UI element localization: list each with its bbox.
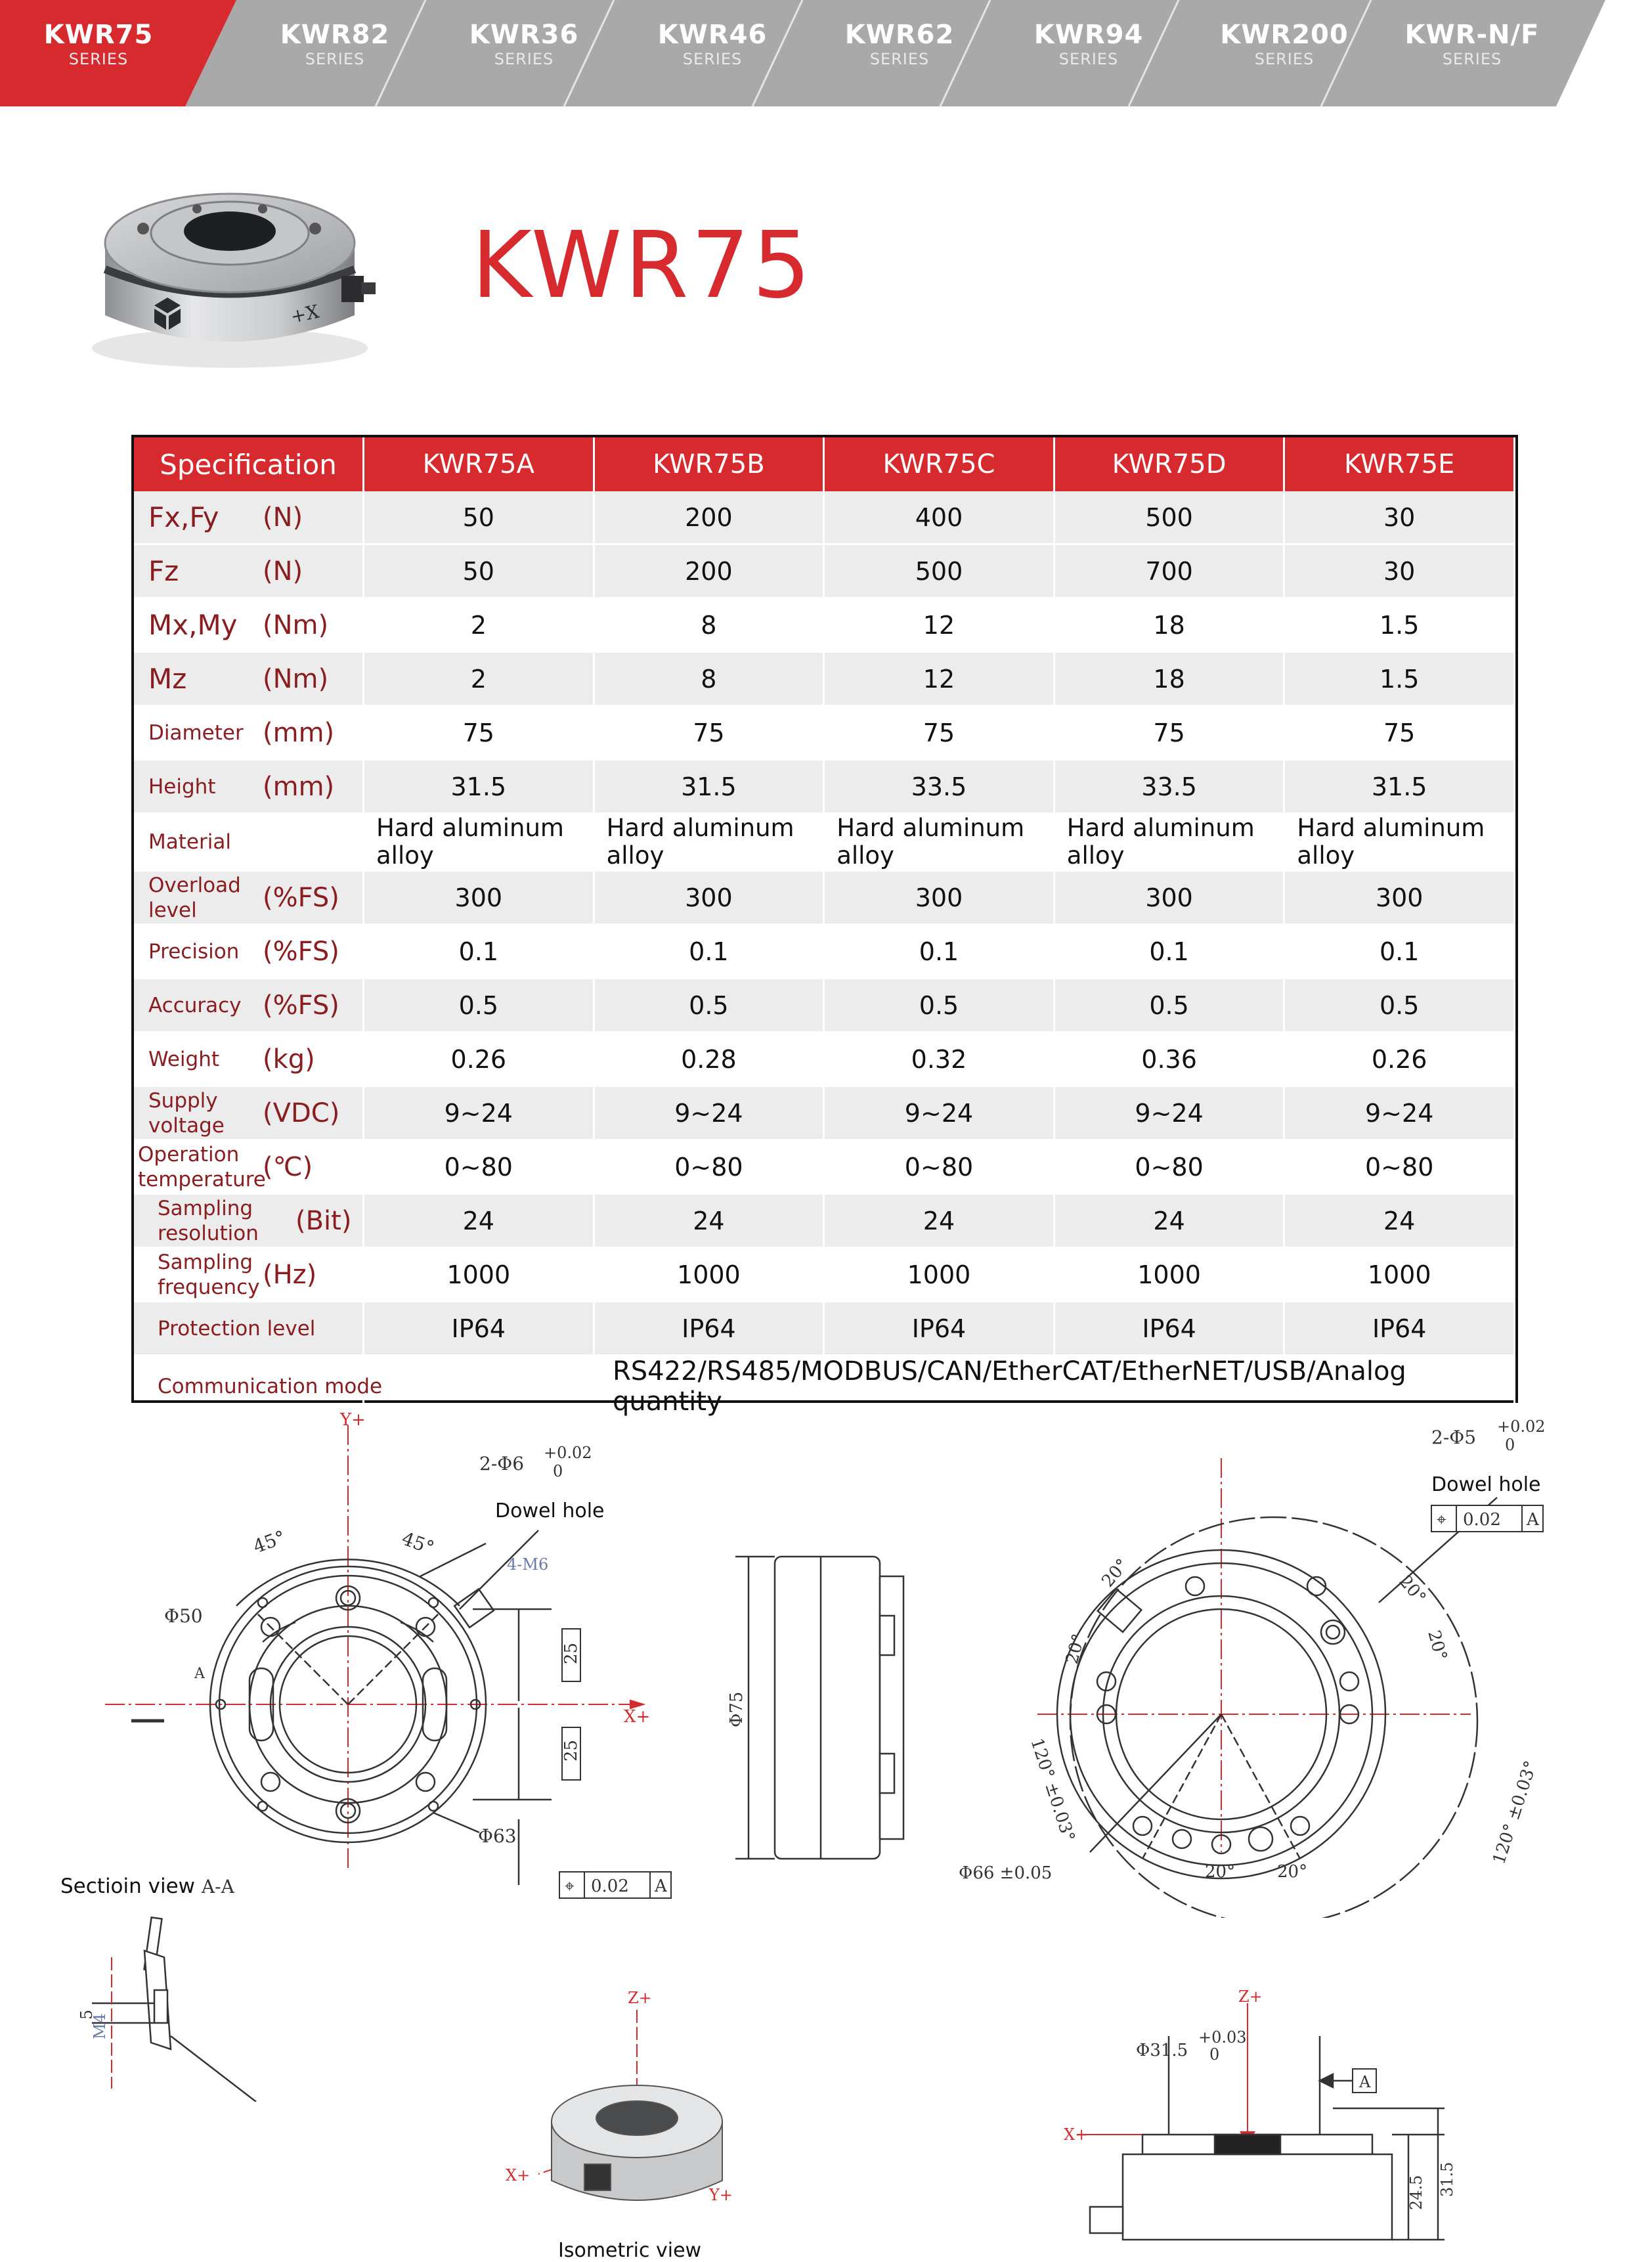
svg-text:0: 0	[1209, 2045, 1220, 2064]
table-cell: 12	[825, 653, 1055, 707]
table-cell: Hard aluminum alloy	[825, 814, 1055, 872]
table-cell: 0.26	[1285, 1033, 1515, 1087]
tab-kwr-n-f[interactable]: KWR-N/F SERIES	[1404, 20, 1540, 68]
svg-text:45°: 45°	[250, 1526, 289, 1558]
tab-kwr200[interactable]: KWR200 SERIES	[1220, 20, 1349, 68]
spec-header-cell: KWR75A	[364, 437, 595, 491]
table-cell: 75	[825, 707, 1055, 761]
svg-text:20°: 20°	[1277, 1862, 1308, 1882]
spec-header-cell: KWR75C	[825, 437, 1055, 491]
table-cell: 0.36	[1055, 1033, 1286, 1087]
svg-text:A: A	[1359, 2073, 1371, 2091]
table-cell: 31.5	[364, 761, 595, 814]
table-cell: 33.5	[1055, 761, 1286, 814]
table-cell: 2	[364, 653, 595, 707]
svg-text:Z+: Z+	[628, 1989, 652, 2007]
svg-text:+0.03: +0.03	[1198, 2028, 1247, 2047]
table-row	[134, 545, 1515, 599]
svg-text:Φ63: Φ63	[478, 1825, 517, 1847]
svg-text:25: 25	[561, 1739, 581, 1762]
spec-table	[131, 435, 1518, 1417]
table-cell: IP64	[364, 1302, 595, 1356]
section-view-caption: Sectioin view A-A	[60, 1874, 234, 1898]
svg-text:0.02: 0.02	[591, 1876, 629, 1896]
svg-text:20°: 20°	[1062, 1631, 1089, 1666]
table-row	[134, 925, 1515, 979]
isometric-view-caption: Isometric view	[558, 2239, 702, 2262]
svg-text:4-M6: 4-M6	[507, 1555, 549, 1574]
row-label: Material	[134, 814, 364, 872]
svg-text:Φ31.5: Φ31.5	[1136, 2041, 1188, 2060]
row-label: Mx,My (Nm)	[134, 599, 364, 653]
row-label: Fx,Fy (N)	[134, 491, 364, 545]
tab-kwr82[interactable]: KWR82 SERIES	[280, 20, 390, 68]
table-cell: 75	[1285, 707, 1515, 761]
row-label: Fz (N)	[134, 545, 364, 599]
model-title: KWR75	[471, 212, 814, 319]
tab-kwr62[interactable]: KWR62 SERIES	[844, 20, 955, 68]
table-cell: 1000	[1055, 1249, 1286, 1302]
section-view-drawing	[72, 1905, 269, 2102]
table-cell: 1000	[825, 1249, 1055, 1302]
table-cell: 0.5	[364, 979, 595, 1033]
row-label: Diameter (mm)	[134, 707, 364, 761]
spec-header-cell: KWR75D	[1055, 437, 1286, 491]
table-cell: IP64	[1055, 1302, 1286, 1356]
tab-kwr46[interactable]: KWR46 SERIES	[657, 20, 768, 68]
svg-text:X+: X+	[506, 2166, 531, 2184]
isometric-view-drawing	[486, 1984, 749, 2240]
svg-text:2-Φ6: 2-Φ6	[479, 1453, 525, 1475]
svg-text:0.02: 0.02	[1463, 1510, 1501, 1530]
table-cell: 9~24	[825, 1087, 1055, 1141]
svg-text:5: 5	[77, 2009, 96, 2020]
row-label: Accuracy (%FS)	[134, 979, 364, 1033]
table-cell: 500	[825, 545, 1055, 599]
table-cell: IP64	[595, 1302, 825, 1356]
row-label: Weight (kg)	[134, 1033, 364, 1087]
table-cell: 9~24	[1055, 1087, 1286, 1141]
row-label: Mz (Nm)	[134, 653, 364, 707]
table-cell: 300	[1055, 872, 1286, 925]
table-cell: 0.1	[1285, 925, 1515, 979]
table-cell: 24	[595, 1195, 825, 1249]
table-row	[134, 1302, 1515, 1356]
row-label: Sampling frequency (Hz)	[134, 1249, 364, 1302]
table-cell: 300	[1285, 872, 1515, 925]
front-view-drawing	[66, 1412, 709, 1911]
row-label: Sampling resolution (Bit)	[134, 1195, 364, 1249]
svg-text:0: 0	[1505, 1436, 1515, 1454]
table-cell: 500	[1055, 491, 1286, 545]
table-cell: 12	[825, 599, 1055, 653]
svg-text:⌖: ⌖	[565, 1876, 575, 1896]
table-cell: 30	[1285, 545, 1515, 599]
table-cell: 0.1	[825, 925, 1055, 979]
table-cell: 0~80	[1285, 1141, 1515, 1195]
table-cell: 1.5	[1285, 599, 1515, 653]
table-cell: 0~80	[595, 1141, 825, 1195]
table-row	[134, 1033, 1515, 1087]
spec-header-cell: KWR75B	[595, 437, 825, 491]
table-row	[134, 872, 1515, 925]
svg-text:M4: M4	[91, 2013, 109, 2039]
table-cell: 0.32	[825, 1033, 1055, 1087]
svg-text:X+: X+	[1064, 2125, 1089, 2144]
table-row	[134, 491, 1515, 545]
table-cell: 200	[595, 491, 825, 545]
table-cell: IP64	[1285, 1302, 1515, 1356]
table-cell: 18	[1055, 599, 1286, 653]
svg-text:0: 0	[553, 1462, 563, 1480]
tab-kwr36[interactable]: KWR36 SERIES	[469, 20, 579, 68]
table-cell: 0.26	[364, 1033, 595, 1087]
tab-kwr75[interactable]: KWR75 SERIES	[43, 20, 154, 68]
spec-header-cell: Specification	[134, 437, 364, 491]
tab-kwr94[interactable]: KWR94 SERIES	[1033, 20, 1144, 68]
table-cell: Hard aluminum alloy	[364, 814, 595, 872]
table-cell: 9~24	[364, 1087, 595, 1141]
svg-text:20°: 20°	[1395, 1572, 1430, 1608]
svg-text:20°: 20°	[1098, 1555, 1133, 1591]
table-cell: 200	[595, 545, 825, 599]
table-cell: 0~80	[825, 1141, 1055, 1195]
svg-text:Dowel hole: Dowel hole	[495, 1499, 605, 1522]
table-cell: 300	[595, 872, 825, 925]
svg-text:+0.02: +0.02	[544, 1444, 592, 1462]
table-cell: 30	[1285, 491, 1515, 545]
svg-text:20°: 20°	[1205, 1862, 1236, 1882]
svg-text:25: 25	[561, 1642, 581, 1664]
row-label: Height (mm)	[134, 761, 364, 814]
table-cell: 31.5	[1285, 761, 1515, 814]
svg-text:2-Φ5: 2-Φ5	[1431, 1427, 1477, 1448]
series-tab-bar	[0, 0, 1652, 106]
svg-text:⌖: ⌖	[1437, 1510, 1446, 1530]
row-label: Overload level (%FS)	[134, 872, 364, 925]
table-cell: 2	[364, 599, 595, 653]
table-cell: 0.28	[595, 1033, 825, 1087]
table-cell: 0.1	[1055, 925, 1286, 979]
table-row	[134, 1195, 1515, 1249]
table-cell: Hard aluminum alloy	[595, 814, 825, 872]
svg-text:A: A	[194, 1666, 205, 1682]
table-cell: 8	[595, 599, 825, 653]
tolerance-box	[559, 1872, 671, 1898]
table-cell: 75	[364, 707, 595, 761]
svg-text:Dowel hole: Dowel hole	[1431, 1473, 1541, 1496]
table-cell: 0.5	[595, 979, 825, 1033]
svg-text:45°: 45°	[399, 1527, 437, 1559]
table-row	[134, 814, 1515, 872]
table-cell: 24	[364, 1195, 595, 1249]
table-cell: 50	[364, 491, 595, 545]
row-label: Precision (%FS)	[134, 925, 364, 979]
sensor-product-image	[66, 151, 407, 388]
svg-text:Y+: Y+	[340, 1412, 366, 1430]
table-row	[134, 979, 1515, 1033]
row-label: Protection level	[134, 1302, 364, 1356]
table-cell: 0.5	[1285, 979, 1515, 1033]
table-cell: 9~24	[595, 1087, 825, 1141]
table-cell: 0.1	[364, 925, 595, 979]
svg-text:A: A	[655, 1876, 667, 1896]
table-cell: 1000	[364, 1249, 595, 1302]
table-cell: 24	[1055, 1195, 1286, 1249]
table-cell: 75	[595, 707, 825, 761]
table-cell: 9~24	[1285, 1087, 1515, 1141]
table-cell: 0.1	[595, 925, 825, 979]
table-cell: 400	[825, 491, 1055, 545]
svg-text:Z+: Z+	[1238, 1987, 1263, 2006]
table-row	[134, 1087, 1515, 1141]
svg-text:20°: 20°	[1424, 1628, 1451, 1663]
table-cell: 0~80	[1055, 1141, 1286, 1195]
elevation-view-drawing	[1051, 1984, 1510, 2246]
table-cell: 700	[1055, 545, 1286, 599]
table-cell: Hard aluminum alloy	[1055, 814, 1286, 872]
svg-text:Φ50: Φ50	[164, 1605, 203, 1627]
svg-text:+0.02: +0.02	[1497, 1417, 1546, 1436]
table-cell: 300	[364, 872, 595, 925]
table-row	[134, 761, 1515, 814]
spec-header-row	[134, 437, 1515, 491]
communication-value: RS422/RS485/MODBUS/CAN/EtherCAT/EtherNET/USB/Analog quantity	[364, 1356, 1515, 1419]
side-view-drawing	[722, 1543, 919, 1885]
svg-text:120° ±0.03°: 120° ±0.03°	[1489, 1758, 1542, 1867]
svg-text:A: A	[1527, 1510, 1539, 1530]
table-cell: 1.5	[1285, 653, 1515, 707]
table-cell: 24	[825, 1195, 1055, 1249]
svg-text:120° ±0.03°: 120° ±0.03°	[1026, 1735, 1079, 1844]
table-cell: 8	[595, 653, 825, 707]
table-cell: 50	[364, 545, 595, 599]
row-label: Supply voltage (VDC)	[134, 1087, 364, 1141]
table-row	[134, 653, 1515, 707]
tolerance-box	[1431, 1505, 1543, 1532]
table-row	[134, 599, 1515, 653]
svg-text:31.5: 31.5	[1438, 2162, 1456, 2197]
table-cell: 300	[825, 872, 1055, 925]
table-cell: IP64	[825, 1302, 1055, 1356]
svg-text:Φ66 ±0.05: Φ66 ±0.05	[959, 1863, 1053, 1883]
row-label: Communication mode	[134, 1356, 364, 1419]
table-cell: 31.5	[595, 761, 825, 814]
table-cell: 18	[1055, 653, 1286, 707]
svg-text:24.5: 24.5	[1407, 2175, 1425, 2210]
table-cell: 1000	[595, 1249, 825, 1302]
table-cell: 1000	[1285, 1249, 1515, 1302]
table-row	[134, 707, 1515, 761]
table-row	[134, 1249, 1515, 1302]
back-view-drawing	[946, 1406, 1641, 1918]
table-cell: 75	[1055, 707, 1286, 761]
table-row	[134, 1141, 1515, 1195]
svg-text:Φ75: Φ75	[727, 1691, 747, 1727]
table-cell: 0.5	[1055, 979, 1286, 1033]
svg-text:X+: X+	[624, 1707, 651, 1727]
table-cell: 33.5	[825, 761, 1055, 814]
svg-text:+X: +X	[288, 300, 321, 328]
table-cell: 24	[1285, 1195, 1515, 1249]
table-cell: 0.5	[825, 979, 1055, 1033]
spec-header-cell: KWR75E	[1285, 437, 1515, 491]
table-cell: Hard aluminum alloy	[1285, 814, 1515, 872]
table-cell: 0~80	[364, 1141, 595, 1195]
row-label: Operation temperature (℃)	[134, 1141, 364, 1195]
svg-text:Y+: Y+	[709, 2186, 733, 2204]
